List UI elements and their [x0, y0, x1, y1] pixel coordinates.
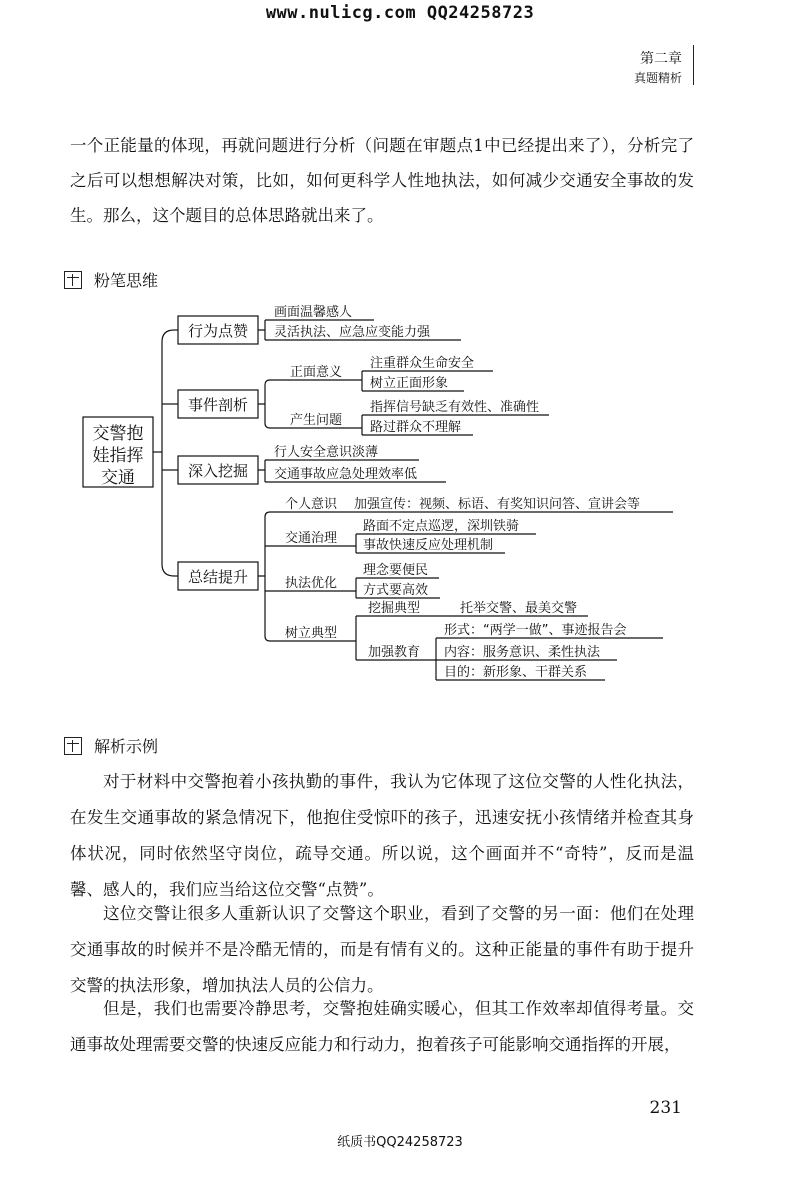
section-title: 粉笔思维: [94, 271, 159, 290]
sub-label: 个人意识: [285, 497, 338, 512]
body-paragraph: 对于材料中交警抱着小孩执勤的事件，我认为它体现了这位交警的人性化执法，在发生交通事故的紧急情况下，他抱住受惊吓的孩子，迅速安抚小孩情绪并检查其身体状况，同时依然坚守岗位，疏导交通。所以说，这个画面并不“奇特”，反而是温馨、感人的，我们应当给这位交警“点赞”。: [70, 772, 694, 899]
branch-label: 深入挖掘: [187, 462, 249, 480]
body-paragraph: 这位交警让很多人重新认识了交警这个职业，看到了交警的另一面：他们在处理交通事故的时候并不是冷酷无情的，而是有情有义的。这种正能量的事件有助于提升交警的执法形象，增加执法人员的公信力。: [70, 904, 694, 995]
leaf: 方式要高效: [363, 583, 429, 598]
leaf: 交通事故应急处理效率低: [274, 467, 418, 482]
leaf: 树立正面形象: [370, 376, 449, 391]
leaf: 画面温馨感人: [274, 305, 353, 320]
chapter-label: 第二章: [640, 51, 682, 67]
leaf: 目的：新形象、干群关系: [444, 665, 588, 680]
sub-label: 树立典型: [285, 626, 338, 641]
sub-label: 执法优化: [285, 576, 338, 591]
root-line-2: 娃指挥: [92, 446, 144, 466]
chapter-subtitle: 真题精析: [633, 71, 682, 85]
sub-label: 正面意义: [290, 365, 343, 380]
leaf: 行人安全意识淡薄: [274, 445, 379, 460]
branch-label: 事件剖析: [187, 396, 249, 414]
leaf: 指挥信号缺乏有效性、准确性: [370, 400, 540, 415]
leaf: 路面不定点巡逻，深圳铁骑: [363, 519, 520, 534]
branch-label: 总结提升: [187, 568, 249, 586]
sub-label: 交通治理: [285, 531, 338, 546]
leaf: 理念要便民: [363, 563, 429, 578]
leaf: 灵活执法、应急应变能力强: [274, 325, 431, 340]
section-heading-analysis: [64, 734, 158, 757]
sub-label: 产生问题: [290, 413, 343, 428]
root-line-3: 交通: [101, 468, 135, 488]
root-line-1: 交警抱: [92, 424, 144, 444]
body-paragraph: 但是，我们也需要冷静思考，交警抱娃确实暖心，但其工作效率却值得考量。交通事故处理需要交警的快速反应能力和行动力，抱着孩子可能影响交通指挥的开展，: [70, 999, 694, 1054]
leaf: 注重群众生命安全: [370, 356, 475, 371]
footer-text: 纸质书QQ24258723: [337, 1135, 463, 1150]
sub-label: 挖掘典型: [368, 601, 421, 616]
analysis-icon: [64, 737, 82, 755]
leaf: 事故快速反应处理机制: [363, 538, 494, 553]
branch-label: 行为点赞: [187, 322, 249, 340]
section-title: 解析示例: [94, 737, 159, 756]
leaf: 托举交警、最美交警: [460, 601, 578, 616]
page-number: 231: [649, 1098, 682, 1118]
intro-paragraph: 一个正能量的体现，再就问题进行分析（问题在审题点1中已经提出来了），分析完了之后可以想想解决对策，比如，如何更科学人性地执法，如何减少交通安全事故的发生。那么，这个题目的总体思路就出来了。: [70, 136, 694, 225]
leaf: 内容：服务意识、柔性执法: [444, 645, 601, 660]
leaf: 形式：“两学一做”、事迹报告会: [444, 623, 627, 638]
leaf: 路过群众不理解: [370, 420, 462, 435]
watermark-text: www.nulicg.com QQ24258723: [265, 3, 535, 23]
leaf: 加强宣传：视频、标语、有奖知识问答、宣讲会等: [354, 497, 641, 512]
sub-label: 加强教育: [368, 645, 421, 660]
